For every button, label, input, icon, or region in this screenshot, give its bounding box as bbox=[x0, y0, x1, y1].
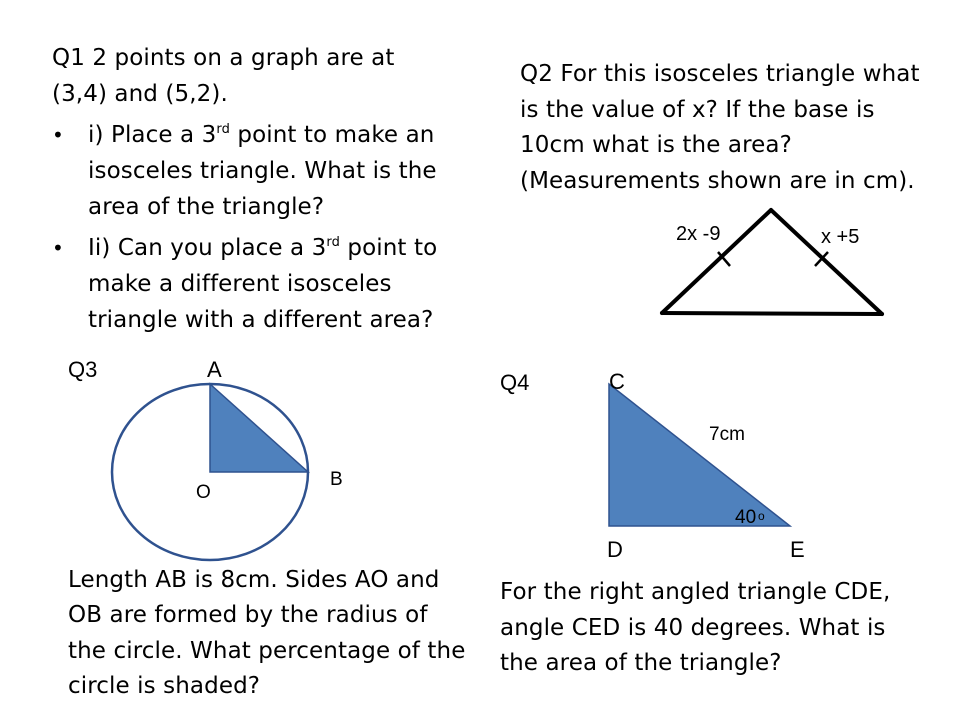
q4-label: Q4 bbox=[500, 370, 530, 395]
q3-text-line-3: the circle. What percentage of the bbox=[68, 638, 466, 664]
q3-point-b-label: B bbox=[330, 469, 343, 490]
q4-text-line-1: For the right angled triangle CDE, bbox=[500, 579, 891, 605]
q2-isosceles-triangle bbox=[662, 210, 882, 314]
q4-point-d-label: D bbox=[607, 537, 623, 562]
q1-bullet-ii-dot: • bbox=[52, 236, 64, 260]
q4-text-line-2: angle CED is 40 degrees. What is bbox=[500, 615, 886, 641]
q1-bullet-i-line-2: isosceles triangle. What is the bbox=[88, 158, 437, 184]
q3-circle-diagram bbox=[68, 357, 343, 560]
q2-right-side-label: x +5 bbox=[821, 226, 860, 248]
q3-label: Q3 bbox=[68, 357, 98, 382]
q3-point-o-label: O bbox=[196, 482, 211, 503]
q3-text-line-4: circle is shaded? bbox=[68, 673, 261, 699]
q2-line-2: is the value of x? If the base is bbox=[520, 97, 875, 123]
q3-point-a-label: A bbox=[207, 357, 222, 382]
q4-triangle-diagram bbox=[500, 369, 805, 562]
q2-line-3: 10cm what is the area? bbox=[520, 132, 792, 158]
q2-base bbox=[662, 313, 882, 314]
q3-text-line-2: OB are formed by the radius of bbox=[68, 602, 428, 628]
q4-angle-label: 40 bbox=[735, 507, 757, 528]
q4-point-c-label: C bbox=[609, 369, 625, 394]
q1-line-2: (3,4) and (5,2). bbox=[52, 81, 228, 107]
q1-bullet-i-line-1: i) Place a 3rd point to make an bbox=[88, 122, 435, 148]
q1-line-1: Q1 2 points on a graph are at bbox=[52, 45, 395, 71]
q2-left-side-label: 2x -9 bbox=[676, 223, 721, 245]
q4-hypotenuse-label: 7cm bbox=[709, 424, 745, 445]
q1-bullet-ii-line-1: Ii) Can you place a 3rd point to bbox=[88, 235, 438, 261]
q2-line-1: Q2 For this isosceles triangle what bbox=[520, 61, 920, 87]
q4-point-e-label: E bbox=[790, 537, 805, 562]
q1-bullet-ii-line-3: triangle with a different area? bbox=[88, 307, 434, 333]
q4-triangle-cde bbox=[609, 384, 790, 526]
q2-line-4: (Measurements shown are in cm). bbox=[520, 168, 915, 194]
q3-text-line-1: Length AB is 8cm. Sides AO and bbox=[68, 567, 440, 593]
q1-bullet-i-line-3: area of the triangle? bbox=[88, 194, 325, 220]
q4-angle-degree-mark: o bbox=[758, 509, 765, 523]
q4-text-line-3: the area of the triangle? bbox=[500, 650, 782, 676]
q1-bullet-i-dot: • bbox=[52, 123, 64, 147]
q1-bullet-ii-line-2: make a different isosceles bbox=[88, 271, 392, 297]
